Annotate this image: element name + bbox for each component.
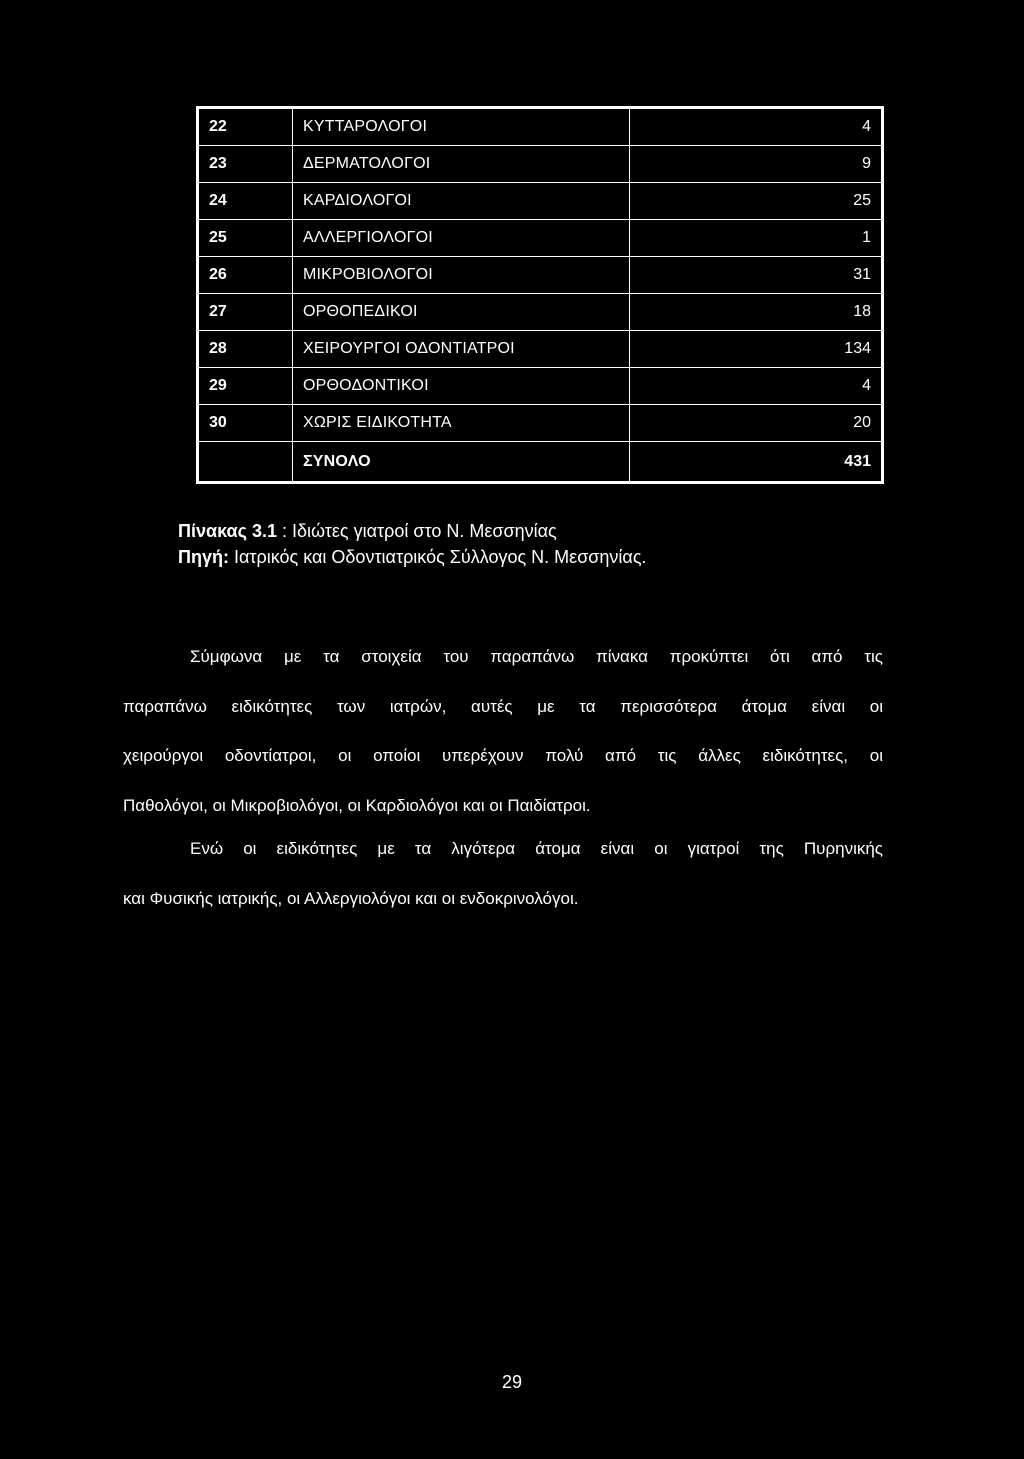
table-body — [199, 109, 882, 482]
doctor-count: 4 — [630, 109, 882, 146]
specialists-table — [196, 106, 884, 484]
paragraph-1-line-4: Παθολόγοι, οι Μικροβιολόγοι, οι Καρδιολόγοι και οι Παιδίατροι. — [123, 795, 591, 815]
doctor-count: 31 — [630, 257, 882, 294]
specialty-name: ΧΩΡΙΣ ΕΙΔΙΚΟΤΗΤΑ — [293, 405, 630, 442]
specialty-name: ΑΛΛΕΡΓΙΟΛΟΓΟΙ — [293, 220, 630, 257]
paragraph-1-line-1: Σύμφωνα με τα στοιχεία του παραπάνω πίνακα προκύπτει ότι από τις — [190, 647, 883, 666]
row-number: 22 — [199, 109, 293, 146]
table-label: Πίνακας 3.1 — [178, 521, 277, 541]
table-row — [199, 220, 882, 257]
doctor-count: 4 — [630, 368, 882, 405]
paragraph-2-line-2: και Φυσικής ιατρικής, οι Αλλεργιολόγοι και οι ενδοκρινολόγοι. — [123, 888, 579, 908]
caption-source-line — [178, 544, 647, 570]
table-row — [199, 183, 882, 220]
table-row — [199, 368, 882, 405]
table-row — [199, 331, 882, 368]
specialty-name: ΚΑΡΔΙΟΛΟΓΟΙ — [293, 183, 630, 220]
source-text: Ιατρικός και Οδοντιατρικός Σύλλογος Ν. Μεσσηνίας. — [229, 547, 647, 567]
specialty-name: ΟΡΘΟΔΟΝΤΙΚΟΙ — [293, 368, 630, 405]
caption-title-line — [178, 518, 647, 544]
total-row-number — [199, 442, 293, 482]
table-row — [199, 294, 882, 331]
total-label: ΣΥΝΟΛΟ — [293, 442, 630, 482]
specialty-name: ΔΕΡΜΑΤΟΛΟΓΟΙ — [293, 146, 630, 183]
doctor-count: 20 — [630, 405, 882, 442]
total-row — [199, 442, 882, 482]
doctor-count: 25 — [630, 183, 882, 220]
table-row — [199, 146, 882, 183]
row-number: 28 — [199, 331, 293, 368]
row-number: 27 — [199, 294, 293, 331]
row-number: 30 — [199, 405, 293, 442]
doctor-count: 1 — [630, 220, 882, 257]
total-count: 431 — [630, 442, 882, 482]
table-row — [199, 257, 882, 294]
table-row — [199, 109, 882, 146]
specialty-name: ΚΥΤΤΑΡΟΛΟΓΟΙ — [293, 109, 630, 146]
paragraph-1 — [123, 632, 883, 830]
paragraph-1-line-2: παραπάνω ειδικότητες των ιατρών, αυτές με τα περισσότερα άτομα είναι οι — [123, 696, 883, 716]
paragraph-1-line-3: χειρούργοι οδοντίατροι, οι οποίοι υπερέχουν πολύ από τις άλλες ειδικότητες, οι — [123, 746, 883, 765]
row-number: 26 — [199, 257, 293, 294]
paragraph-2 — [123, 824, 883, 923]
specialty-name: ΜΙΚΡΟΒΙΟΛΟΓΟΙ — [293, 257, 630, 294]
doctor-count: 18 — [630, 294, 882, 331]
row-number: 29 — [199, 368, 293, 405]
table-title: : Ιδιώτες γιατροί στο Ν. Μεσσηνίας — [276, 521, 557, 541]
page-number: 29 — [501, 1372, 523, 1392]
row-number: 23 — [199, 146, 293, 183]
table-caption — [178, 518, 647, 570]
specialty-name: ΧΕΙΡΟΥΡΓΟΙ ΟΔΟΝΤΙΑΤΡΟΙ — [293, 331, 630, 368]
doctor-count: 134 — [630, 331, 882, 368]
specialty-name: ΟΡΘΟΠΕΔΙΚΟΙ — [293, 294, 630, 331]
source-label: Πηγή: — [178, 547, 229, 567]
row-number: 25 — [199, 220, 293, 257]
doctor-count: 9 — [630, 146, 882, 183]
table-row — [199, 405, 882, 442]
row-number: 24 — [199, 183, 293, 220]
paragraph-2-line-1: Ενώ οι ειδικότητες με τα λιγότερα άτομα είναι οι γιατροί της Πυρηνικής — [190, 839, 883, 858]
